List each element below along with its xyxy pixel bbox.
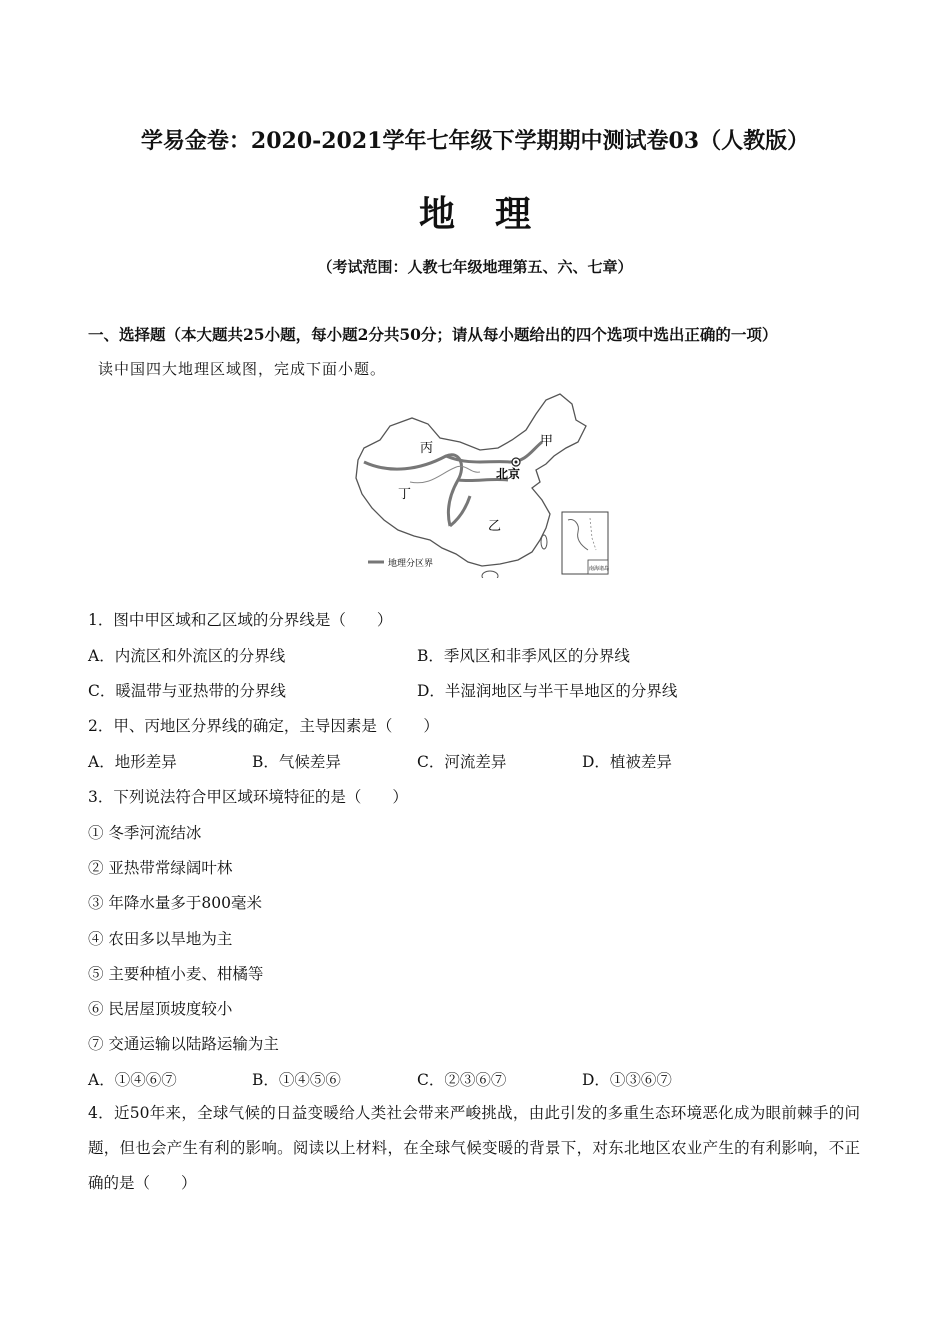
question-3-item-7: ⑦ 交通运输以陆路运输为主: [88, 1035, 279, 1053]
label-bing: 丙: [420, 441, 434, 456]
section-intro: 读中国四大地理区域图，完成下面小题。: [98, 360, 387, 378]
question-3-item-1: ① 冬季河流结冰: [88, 824, 202, 842]
question-2-option-b[interactable]: B．气候差异: [252, 753, 341, 771]
question-2-option-d[interactable]: D．植被差异: [582, 753, 672, 771]
label-yi: 乙: [488, 519, 502, 534]
question-3-item-5: ⑤ 主要种植小麦、柑橘等: [88, 965, 264, 983]
question-1-option-a[interactable]: A．内流区和外流区的分界线: [88, 647, 286, 665]
question-1-option-b[interactable]: B．季风区和非季风区的分界线: [417, 647, 630, 665]
question-1-option-d[interactable]: D．半湿润地区与半干旱地区的分界线: [417, 682, 678, 700]
question-4-stem: 4．近50年来，全球气候的日益变暖给人类社会带来严峻挑战，由此引发的多重生态环境恶化成为眼前棘手的问题，但也会产生有利的影响。阅读以上材料，在全球气候变暖的背景下，对东北地区农业产生的有利影响，不正确的是（ ）: [88, 1104, 860, 1192]
china-region-map: [350, 390, 612, 578]
beijing-marker-dot: [515, 461, 518, 464]
question-3-item-6: ⑥ 民居屋顶坡度较小: [88, 1000, 233, 1018]
question-3-item-2: ② 亚热带常绿阔叶林: [88, 859, 233, 877]
question-2-option-a[interactable]: A．地形差异: [88, 753, 177, 771]
label-ding: 丁: [398, 487, 412, 502]
section-heading: 一、选择题（本大题共25小题，每小题2分共50分；请从每小题给出的四个选项中选出正确的一项）: [88, 325, 778, 344]
document-title: 学易金卷：2020-2021学年七年级下学期期中测试卷03（人教版）: [140, 128, 810, 154]
question-1-stem: 1．图中甲区域和乙区域的分界线是（ ）: [88, 611, 393, 629]
hainan-island: [482, 571, 498, 578]
question-3-item-4: ④ 农田多以旱地为主: [88, 930, 233, 948]
subject-title: 地理: [418, 193, 571, 235]
taiwan-island: [541, 535, 547, 549]
label-jia: 甲: [540, 434, 554, 449]
map-graphic: [350, 390, 612, 578]
question-3-option-a[interactable]: A．①④⑥⑦: [88, 1071, 177, 1089]
question-3-option-b[interactable]: B．①④⑤⑥: [252, 1071, 341, 1089]
question-3-option-c[interactable]: C．②③⑥⑦: [417, 1071, 507, 1089]
question-3-option-d[interactable]: D．①③⑥⑦: [582, 1071, 672, 1089]
label-beijing: 北京: [496, 467, 521, 481]
question-1-option-c[interactable]: C．暖温带与亚热带的分界线: [88, 682, 286, 700]
question-2-option-c[interactable]: C．河流差异: [417, 753, 507, 771]
legend-label: 地理分区界: [388, 559, 434, 569]
question-3-item-3: ③ 年降水量多于800毫米: [88, 894, 263, 912]
exam-scope: （考试范围：人教七年级地理第五、六、七章）: [317, 258, 633, 276]
question-3-stem: 3．下列说法符合甲区域环境特征的是（ ）: [88, 788, 408, 806]
question-2-stem: 2．甲、丙地区分界线的确定，主导因素是（ ）: [88, 717, 439, 735]
inset-caption: 南海诸岛: [589, 566, 610, 572]
